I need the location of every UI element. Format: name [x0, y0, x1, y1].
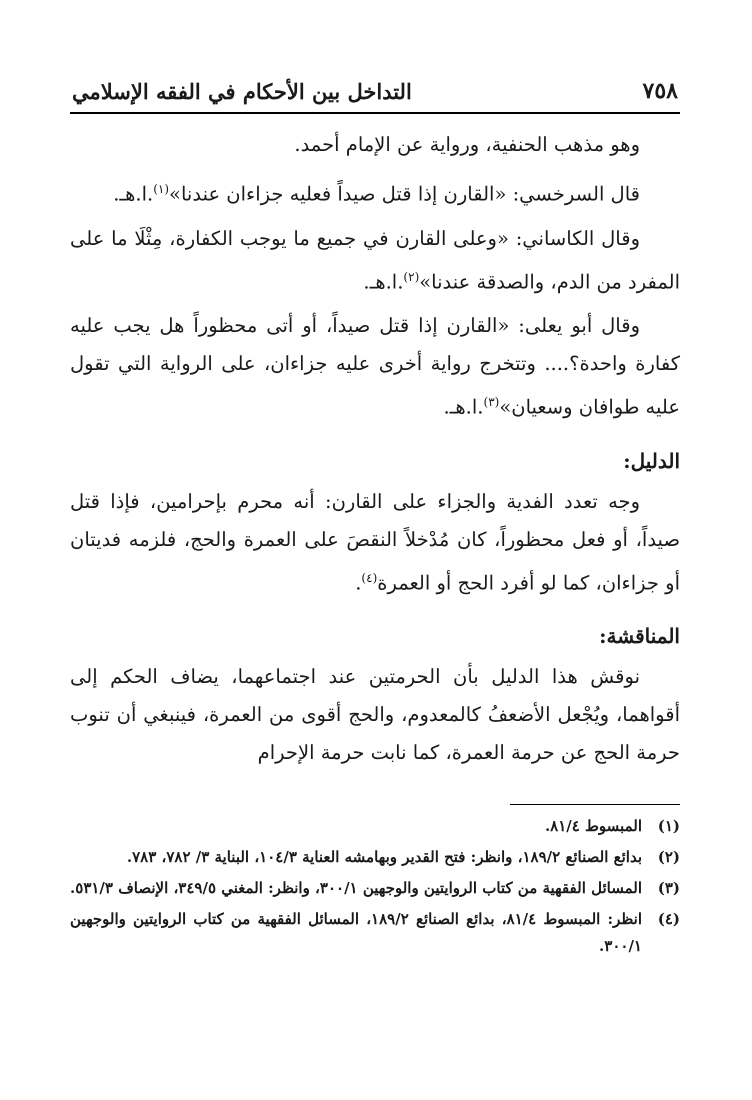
footnote-ref-4: (٤)	[361, 570, 378, 585]
footnote-text: المسائل الفقهية من كتاب الروايتين والوجهين ٣٠٠/١، وانظر: المغني ٣٤٩/٥، الإنصاف ٥٣١/٣.	[70, 879, 642, 897]
footnote-separator	[510, 804, 680, 805]
page-number: ٧٥٨	[642, 78, 678, 104]
paragraph-6: نوقش هذا الدليل بأن الحرمتين عند اجتماعهما، يضاف الحكم إلى أقواهما، ويُجْعل الأضعفُ كالمعدوم، والحج أقوى من العمرة، فينبغي أن تنوب حرمة الحج عن حرمة العمرة، كما نابت حرمة الإحرام	[70, 665, 680, 764]
paragraph-1: وهو مذهب الحنفية، ورواية عن الإمام أحمد.	[294, 133, 640, 156]
footnote-number: (٢)	[657, 848, 680, 866]
footnote-2	[70, 844, 680, 871]
section-heading-discussion: المناقشة:	[599, 624, 680, 648]
book-page	[70, 70, 680, 1030]
footnote-ref-3: (٣)	[483, 395, 500, 409]
paragraph-5	[70, 483, 680, 603]
footnote-number: (٣)	[657, 879, 680, 897]
footnote-text: المبسوط ٨١/٤.	[544, 817, 642, 835]
paragraph-2	[70, 170, 680, 214]
footnote-1	[70, 813, 680, 840]
paragraph-4	[70, 307, 680, 427]
abbrev-end: .ا.هـ.	[443, 395, 484, 419]
evidence-text: وجه تعدد الفدية والجزاء على القارن: أنه محرم بإحرامين، فإذا قتل صيداً، أو فعل محظوراً، كان مُدْخلاً النقصَ على العمرة والحج، فلزمه فديتان أو جزاءان، كما لو أفرد الحج أو العمرة	[70, 489, 680, 594]
quote-abu-yala: وقال أبو يعلى: «القارن إذا قتل صيداً، أو أتى محظوراً هل يجب عليه كفارة واحدة؟.... وتتخرج رواية أخرى عليه جزاءان، على الرواية التي تقول عليه طوافان وسعيان»	[70, 314, 680, 419]
quote-kasani: وقال الكاساني: «وعلى القارن في جميع ما يوجب الكفارة، مِثْلَا ما على المفرد من الدم، والصدقة عندنا»	[70, 226, 680, 293]
footnote-number: (١)	[657, 817, 680, 835]
footnote-ref-2: (٢)	[403, 269, 420, 284]
running-title: التداخل بين الأحكام في الفقه الإسلامي	[72, 78, 412, 104]
footnote-4	[70, 906, 680, 960]
main-text	[70, 126, 680, 772]
footnote-ref-1: (١)	[153, 182, 170, 196]
footnote-3	[70, 875, 680, 902]
paragraph-3	[70, 220, 680, 302]
footnote-text: انظر: المبسوط ٨١/٤، بدائع الصنائع ١٨٩/٢، المسائل الفقهية من كتاب الروايتين والوجهين ٣٠٠/١.	[70, 910, 643, 955]
footnote-text: بدائع الصنائع ١٨٩/٢، وانظر: فتح القدير وبهامشه العناية ١٠٤/٣، البناية ٣/ ٧٨٢، ٧٨٣.	[126, 848, 642, 866]
period: .	[355, 571, 362, 594]
abbrev-end: .ا.هـ.	[363, 270, 404, 293]
abbrev-end: .ا.هـ.	[113, 182, 154, 206]
footnote-number: (٤)	[657, 910, 680, 928]
footnotes	[70, 813, 680, 960]
quote-sarakhsi: قال السرخسي: «القارن إذا قتل صيداً فعليه جزاءان عندنا»	[169, 182, 640, 206]
section-heading-evidence: الدليل:	[623, 448, 680, 473]
running-header	[70, 70, 680, 114]
